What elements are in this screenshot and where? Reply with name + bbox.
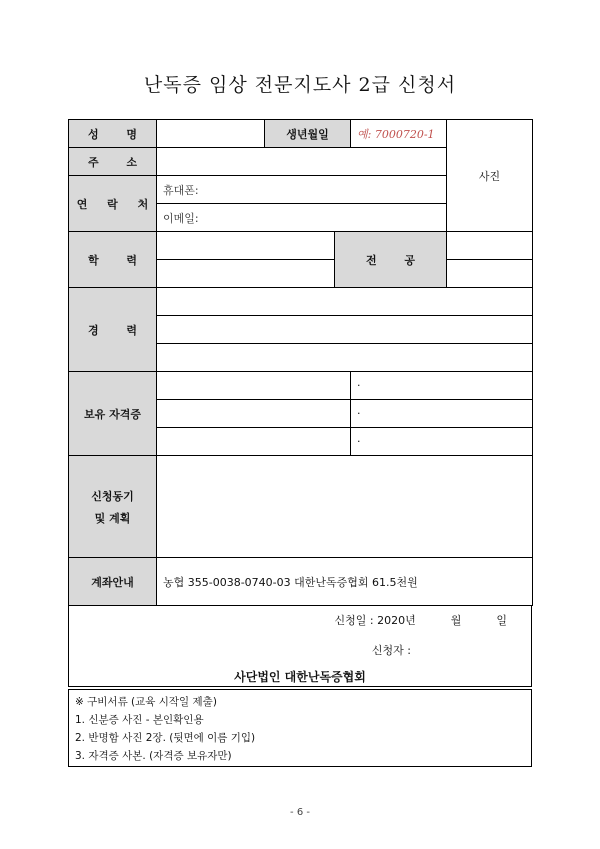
notes-item: 2. 반명함 사진 2장. (뒷면에 이름 기입) — [75, 732, 256, 744]
major-field-2[interactable] — [447, 260, 533, 288]
education-field-2[interactable] — [157, 260, 335, 288]
day-label: 일 — [496, 614, 507, 627]
certificate-detail-3[interactable] — [351, 428, 533, 456]
month-label: 월 — [450, 614, 462, 627]
mobile-field[interactable] — [157, 176, 447, 204]
form-title: 난독증 임상 전문지도사 2급 신청서 — [143, 74, 457, 96]
email-field[interactable] — [157, 204, 447, 232]
certificate-detail-1[interactable] — [351, 372, 533, 400]
major-field-1[interactable] — [447, 232, 533, 260]
address-field[interactable] — [157, 148, 447, 176]
mobile-label: 휴대폰: — [163, 183, 199, 197]
bullet-dot: · — [357, 379, 361, 392]
email-label: 이메일: — [163, 211, 199, 225]
career-label: 경 력 — [69, 288, 157, 372]
required-documents-box — [68, 689, 532, 767]
notes-item: 1. 신분증 사진 - 본인확인용 — [75, 714, 204, 726]
applicant-label[interactable]: 신청자 : — [371, 644, 411, 657]
account-label: 계좌안내 — [69, 558, 157, 606]
name-label: 성 명 — [69, 120, 157, 148]
photo-box[interactable] — [447, 120, 533, 232]
signature-area — [68, 605, 532, 687]
organization-name: 사단법인 대한난독증협회 — [234, 670, 366, 684]
address-label: 주 소 — [69, 148, 157, 176]
contact-label: 연 락 처 — [69, 176, 157, 232]
certificate-detail-2[interactable] — [351, 400, 533, 428]
birth-hint: 예: 7000720-1 — [357, 127, 435, 141]
motive-label: 신청동기 및 계획 — [69, 456, 157, 558]
career-field-1[interactable] — [157, 288, 533, 316]
application-form-table — [68, 119, 533, 606]
notes-item: 3. 자격증 사본. (자격증 보유자만) — [75, 750, 232, 762]
photo-label: 사진 — [478, 169, 501, 183]
career-field-3[interactable] — [157, 344, 533, 372]
birth-field[interactable] — [351, 120, 447, 148]
education-field-1[interactable] — [157, 232, 335, 260]
name-field[interactable] — [157, 120, 265, 148]
account-info: 농협 355-0038-0740-03 대한난독증협회 61.5천원 — [157, 558, 533, 606]
page-number: - 6 - — [290, 807, 310, 818]
bullet-dot: · — [357, 407, 361, 420]
bullet-dot: · — [357, 435, 361, 448]
certificates-label: 보유 자격증 — [69, 372, 157, 456]
application-date[interactable] — [335, 612, 507, 628]
notes-header: ※ 구비서류 (교육 시작일 제출) — [75, 696, 217, 708]
certificate-name-3[interactable] — [157, 428, 351, 456]
career-field-2[interactable] — [157, 316, 533, 344]
birth-label: 생년월일 — [265, 120, 351, 148]
certificate-name-2[interactable] — [157, 400, 351, 428]
major-label: 전 공 — [335, 232, 447, 288]
date-label: 신청일 : 2020년 — [334, 614, 416, 627]
education-label: 학 력 — [69, 232, 157, 288]
motive-field[interactable] — [157, 456, 533, 558]
certificate-name-1[interactable] — [157, 372, 351, 400]
